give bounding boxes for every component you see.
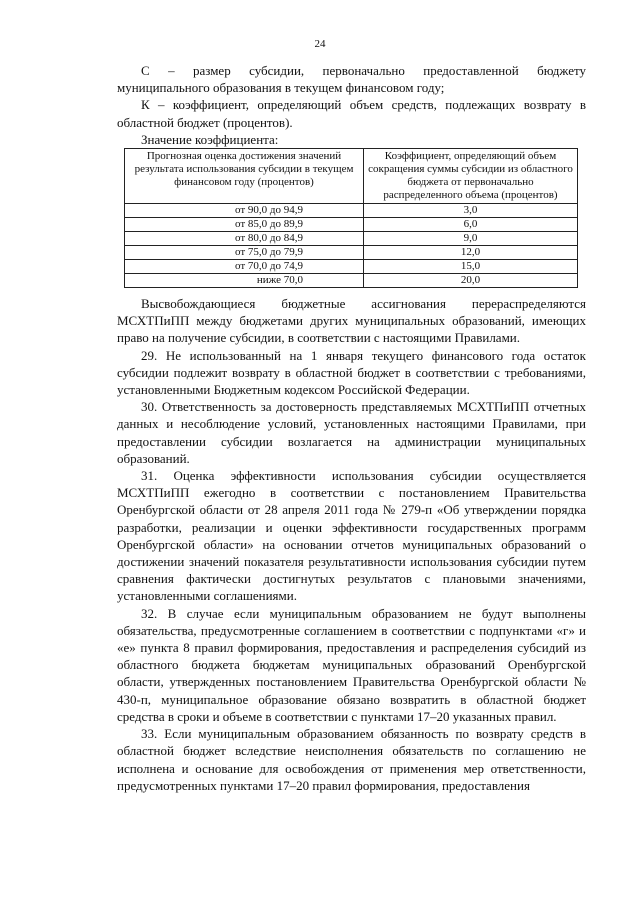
paragraph-29: 29. Не использованный на 1 января текущего финансового года остаток субсидии подлежит возврату в областной бюджет в соответствии с требованиями, установленными Бюджетным кодексом Российской Федерации. [117,347,586,398]
table-cell-value: 9,0 [364,232,578,246]
table-cell-value: 3,0 [364,204,578,218]
table-cell-range: от 90,0 до 94,9 [125,204,364,218]
table-row [125,274,578,288]
table-cell-range: от 75,0 до 79,9 [125,246,364,260]
table-row [125,232,578,246]
table-cell-range: ниже 70,0 [125,274,364,288]
table-header-left: Прогнозная оценка достижения значений результата использования субсидии в текущем финансовом году (процентов) [125,149,364,204]
page-number: 24 [314,38,326,50]
coefficient-heading: Значение коэффициента: [141,131,279,147]
table-cell-value: 15,0 [364,260,578,274]
table-header-right: Коэффициент, определяющий объем сокращения суммы субсидии из областного бюджета от первоначально распределенного объема (процентов) [364,149,578,204]
paragraph-31: 31. Оценка эффективности использования субсидии осуществляется МСХТПиПП ежегодно в соответствии с постановлением Правительства Оренбургской области от 28 апреля 2011 года № 279-п «Об утверждении порядка разработки, реализации и оценки эффективности государственных программ Оренбургской области» на основании отчетов муниципальных образований о достижении значений показателя результативности использования субсидии путем сравнения фактически достигнутых результатов с плановыми значениями, установленными соглашениями. [117,468,586,604]
table-cell-range: от 70,0 до 74,9 [125,260,364,274]
coefficient-table [124,148,578,288]
table-header-row [125,149,578,204]
table-row [125,204,578,218]
table-row [125,218,578,232]
table-cell-range: от 85,0 до 89,9 [125,218,364,232]
paragraph-c-definition: С – размер субсидии, первоначально предоставленной бюджету муниципального образования в текущем финансовом году; [117,63,586,96]
spacer [117,288,586,295]
table-cell-value: 6,0 [364,218,578,232]
paragraph-reallocation: Высвобождающиеся бюджетные ассигнования перераспределяются МСХТПиПП между бюджетами других муниципальных образований, имеющих право на получение субсидии, в соответствии с настоящими Правилами. [117,296,586,346]
table-cell-value: 20,0 [364,274,578,288]
paragraph-k-definition: К – коэффициент, определяющий объем средств, подлежащих возврату в областной бюджет (процентов). [117,97,586,130]
document-body [117,62,586,794]
table-row [125,260,578,274]
paragraph-32: 32. В случае если муниципальным образованием не будут выполнены обязательства, предусмотренные соглашением в соответствии с подпунктами «г» и «е» пункта 8 правил формирования, предоставления и распределения субсидий из областного бюджета бюджетам муниципальных образований Оренбургской области, утвержденных постановлением Правительства Оренбургской области № 430-п, муниципальное образование обязано возвратить в областной бюджет средства в сроки и объеме в соответствии с пунктами 17–20 указанных правил. [117,605,586,724]
paragraph-33: 33. Если муниципальным образованием обязанность по возврату средств в областной бюджет вследствие неисполнения обязательств по соглашению не исполнена и основание для освобождения от применения мер ответственности, предусмотренных пунктами 17–20 правил формирования, предоставления [117,726,586,793]
table-cell-range: от 80,0 до 84,9 [125,232,364,246]
table-cell-value: 12,0 [364,246,578,260]
paragraph-30: 30. Ответственность за достоверность представляемых МСХТПиПП отчетных данных и несоблюдение условий, установленных настоящими Правилами, при предоставлении субсидии возлагается на администрации муниципальных образований. [117,399,586,466]
table-row [125,246,578,260]
